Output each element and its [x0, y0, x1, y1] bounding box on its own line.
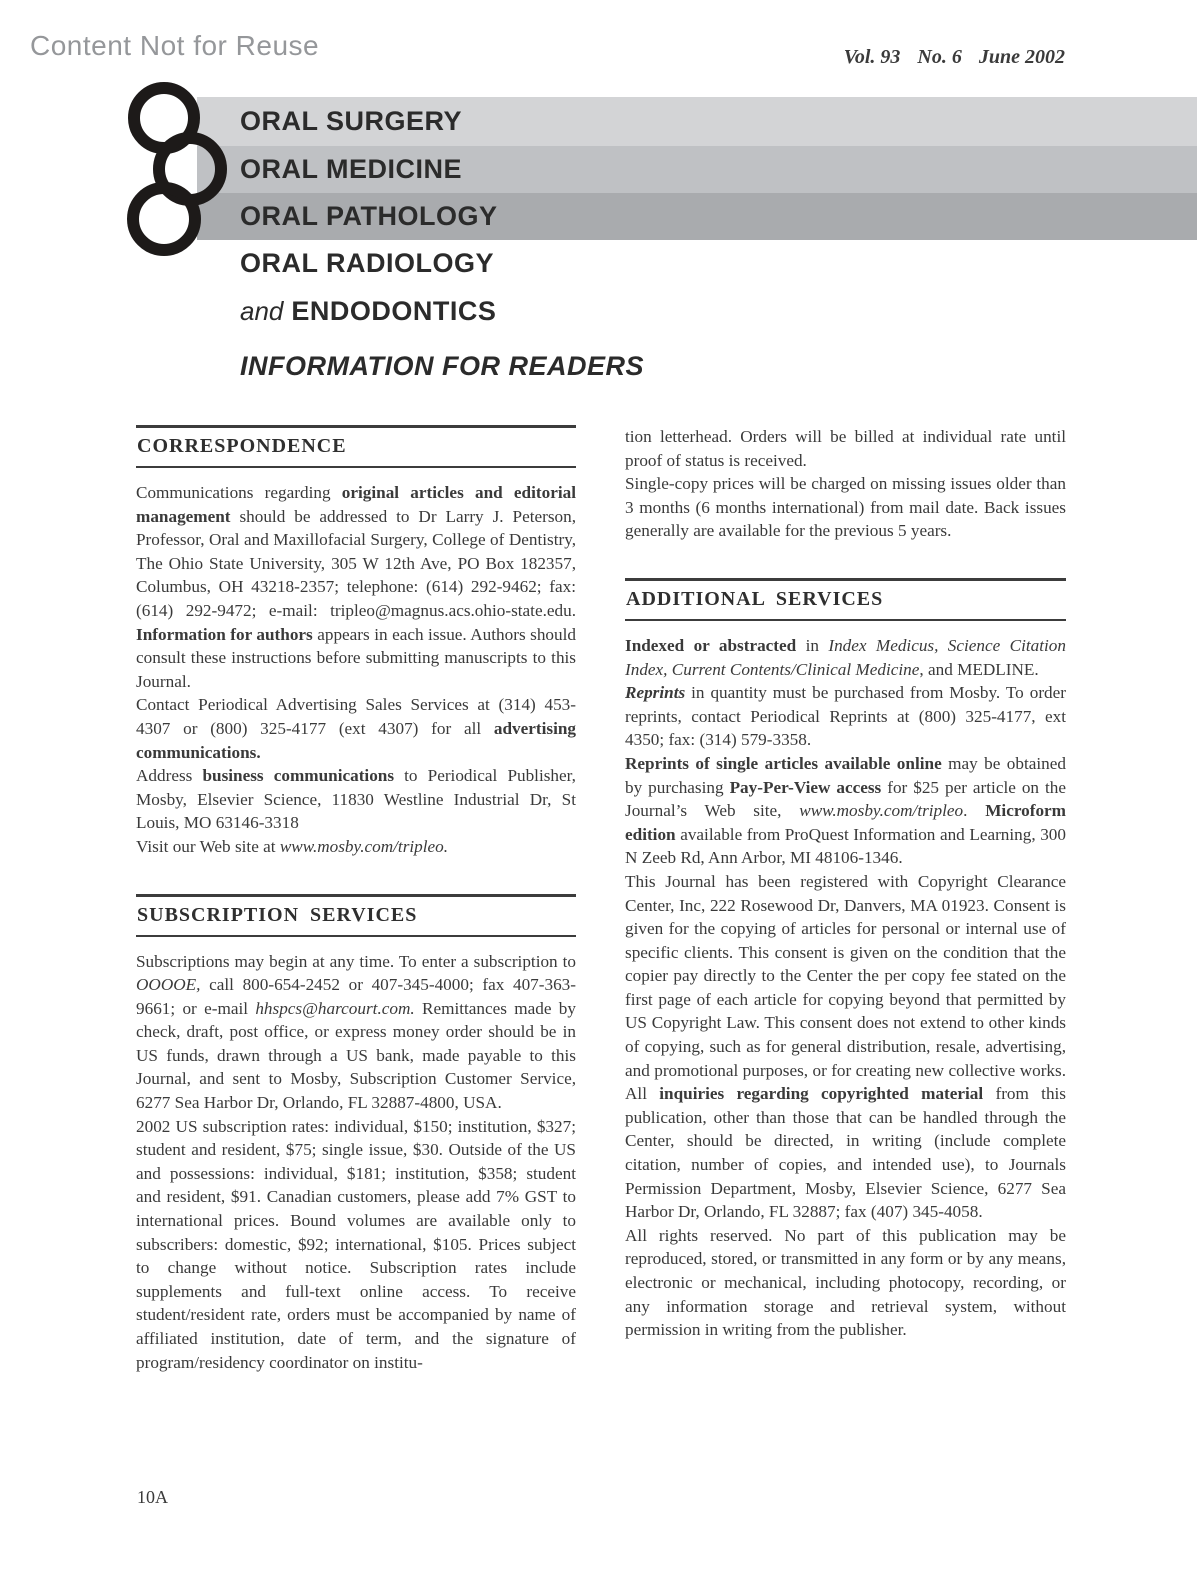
text-run: 2002 US subscription rates: individual, $150; institution, $327; student and resident, $75; single issue, $30. Outside of the US and possessions: individual, $181; institution, $358; student and resident, $91. Canadian customers, please add 7% GST to international prices. Bound volumes are available only to subscribers: domestic, $92; international, $105. Prices subject to change without notice. Subscription rates include supplements and full-text online access. To receive student/resident rate, orders must be accompanied by name of affiliated institution, date of term, and the signature of program/residency coordinator on institu-	[136, 1116, 576, 1372]
paragraph	[625, 681, 1066, 752]
text-run: Index Medicus, Science Citation Index, Current Contents/Clinical Medicine	[625, 635, 1066, 679]
paragraph	[136, 1115, 576, 1375]
paragraph	[136, 764, 576, 835]
text-run: for $25 per article on the Journal’s Web site,	[625, 777, 1067, 821]
text-run: available from ProQuest Information and Learning, 300 N Zeeb Rd, Ann Arbor, MI 48106-1346.	[625, 824, 1066, 868]
text-run: Reprints	[625, 683, 686, 703]
masthead-and-word: and	[240, 296, 284, 326]
text-run: www.mosby.com/tripleo.	[279, 836, 449, 856]
paragraph	[625, 634, 1066, 681]
journal-rings-icon	[120, 80, 240, 265]
text-run: call 800-654-2452 or 407-345-4000; fax 407-363-9661; or e-mail	[136, 975, 576, 1018]
section	[625, 425, 1066, 543]
text-run: Reprints of single articles available online	[625, 753, 942, 773]
text-run: original articles and editorial management	[136, 483, 576, 526]
text-run: appears in each issue. Authors should consult these instructions before submitting manuscripts to this Journal.	[136, 624, 576, 691]
page-title: INFORMATION FOR READERS	[240, 351, 644, 381]
masthead-bar-surgery	[197, 97, 1197, 146]
text-run: in quantity must be purchased from Mosby. To order reprints, contact Periodical Reprints at (800) 325-4177, ext 4350; fax: (314) 579-3358.	[625, 683, 1066, 750]
text-run: Information for authors	[136, 624, 313, 644]
text-run: www.mosby.com/tripleo	[799, 801, 964, 821]
text-run: Contact Periodical Advertising Sales Services at (314) 453-4307 or (800) 325-4177 (ext 4307) for all	[136, 695, 576, 738]
section-heading: ADDITIONAL SERVICES	[625, 578, 1066, 621]
text-run: Single-copy prices will be charged on missing issues older than 3 months (6 months international) from mail date. Back issues generally are available for the previous 5 years.	[625, 474, 1066, 541]
masthead-bar-pathology	[197, 193, 1197, 240]
text-run: advertising communications.	[136, 718, 576, 762]
section	[136, 425, 576, 859]
text-run: business communications	[202, 766, 395, 786]
masthead-label-medicine: ORAL MEDICINE	[240, 154, 463, 184]
issue-date: June 2002	[978, 46, 1065, 68]
text-run: OOOOE,	[136, 975, 201, 995]
text-run: Communications regarding	[136, 483, 342, 502]
masthead-label-radiology: ORAL RADIOLOGY	[240, 248, 495, 278]
masthead-label-pathology: ORAL PATHOLOGY	[240, 201, 498, 231]
paragraph	[136, 693, 576, 764]
issue-number: No. 6	[917, 46, 962, 68]
text-run: .	[963, 801, 986, 821]
text-run: to Periodical Publisher, Mosby, Elsevier Science, 11830 Westline Industrial Dr, St Louis, MO 63146-3318	[136, 766, 576, 833]
text-run: Subscriptions may begin at any time. To enter a subscription to	[136, 951, 576, 971]
paragraph	[625, 1224, 1066, 1342]
paragraph	[625, 752, 1066, 870]
masthead-label-endodontics: ENDODONTICS	[291, 296, 497, 326]
column-left	[136, 425, 576, 1374]
masthead-line-endodontics	[240, 296, 496, 327]
section-heading: CORRESPONDENCE	[136, 425, 576, 468]
text-run: should be addressed to Dr Larry J. Peterson, Professor, Oral and Maxillofacial Surgery, College of Dentistry, The Ohio State University, 305 W 12th Ave, PO Box 182357, Columbus, OH 43218-2357; telephone: (614) 292-9462; fax: (614) 292-9472; e-mail: tripleo@magnus.acs.ohio-state.edu.	[136, 506, 576, 620]
text-run: Remittances made by check, draft, post office, or express money order should be in US funds, drawn through a US bank, made payable to this Journal, and sent to Mosby, Subscription Customer Service, 6277 Sea Harbor Dr, Orlando, FL 32887-4800, USA.	[136, 998, 576, 1113]
column-right	[625, 425, 1066, 1374]
text-run: hhspcs@harcourt.com.	[255, 998, 415, 1018]
body-columns	[136, 425, 1066, 1374]
masthead-label-surgery: ORAL SURGERY	[240, 106, 463, 136]
text-run: This Journal has been registered with Copyright Clearance Center, Inc, 222 Rosewood Dr, Danvers, MA 01923. Consent is given for the copying of articles for personal or internal use of specific clients. This consent is given on the condition that the copier pay directly to the Center the per copy fee stated on the first page of each article for copying beyond that permitted by US Copyright Law. This consent does not extend to other kinds of copying, such as for general distribution, resale, advertising, and promotional purposes, or for creating new collective works. All	[625, 871, 1066, 1104]
section-heading: SUBSCRIPTION SERVICES	[136, 894, 576, 937]
masthead-bars	[197, 97, 1197, 240]
paragraph	[136, 481, 576, 693]
text-run: Microform edition	[625, 801, 1067, 844]
paragraph	[625, 472, 1066, 543]
issue-volume: Vol. 93	[843, 46, 901, 68]
text-run: may be obtained by purchasing	[625, 753, 1066, 797]
text-run: , and MEDLINE.	[919, 659, 1039, 679]
text-run: from this publication, other than those that can be handled through the Center, should be directed, in writing (include complete citation, number of copies, and intended use), to Journals Permission Department, Mosby, Elsevier Science, 6277 Sea Harbor Dr, Orlando, FL 32887; fax (407) 345-4058.	[625, 1084, 1066, 1222]
issue-line	[844, 46, 1065, 69]
page-number: 10A	[137, 1487, 168, 1507]
text-run: Visit our Web site at	[136, 836, 280, 856]
text-run: Pay-Per-View access	[729, 777, 882, 797]
text-run: Address	[136, 766, 203, 786]
masthead-line-radiology	[240, 248, 494, 279]
paragraph	[625, 870, 1066, 1224]
text-run: inquiries regarding copyrighted material	[659, 1084, 984, 1104]
paragraph	[136, 835, 576, 859]
paragraph	[136, 950, 576, 1115]
text-run: in	[796, 635, 829, 655]
section	[136, 894, 576, 1375]
text-run: tion letterhead. Orders will be billed at individual rate until proof of status is received.	[625, 427, 1066, 470]
paragraph	[625, 425, 1066, 472]
section	[625, 578, 1066, 1342]
text-run: All rights reserved. No part of this publication may be reproduced, stored, or transmitted in any form or by any means, electronic or mechanical, including photocopy, recording, or any information storage and retrieval system, without permission in writing from the publisher.	[625, 1225, 1066, 1340]
masthead-bar-medicine	[197, 146, 1197, 193]
watermark-text: Content Not for Reuse	[30, 30, 320, 61]
text-run: Indexed or abstracted	[625, 635, 797, 655]
